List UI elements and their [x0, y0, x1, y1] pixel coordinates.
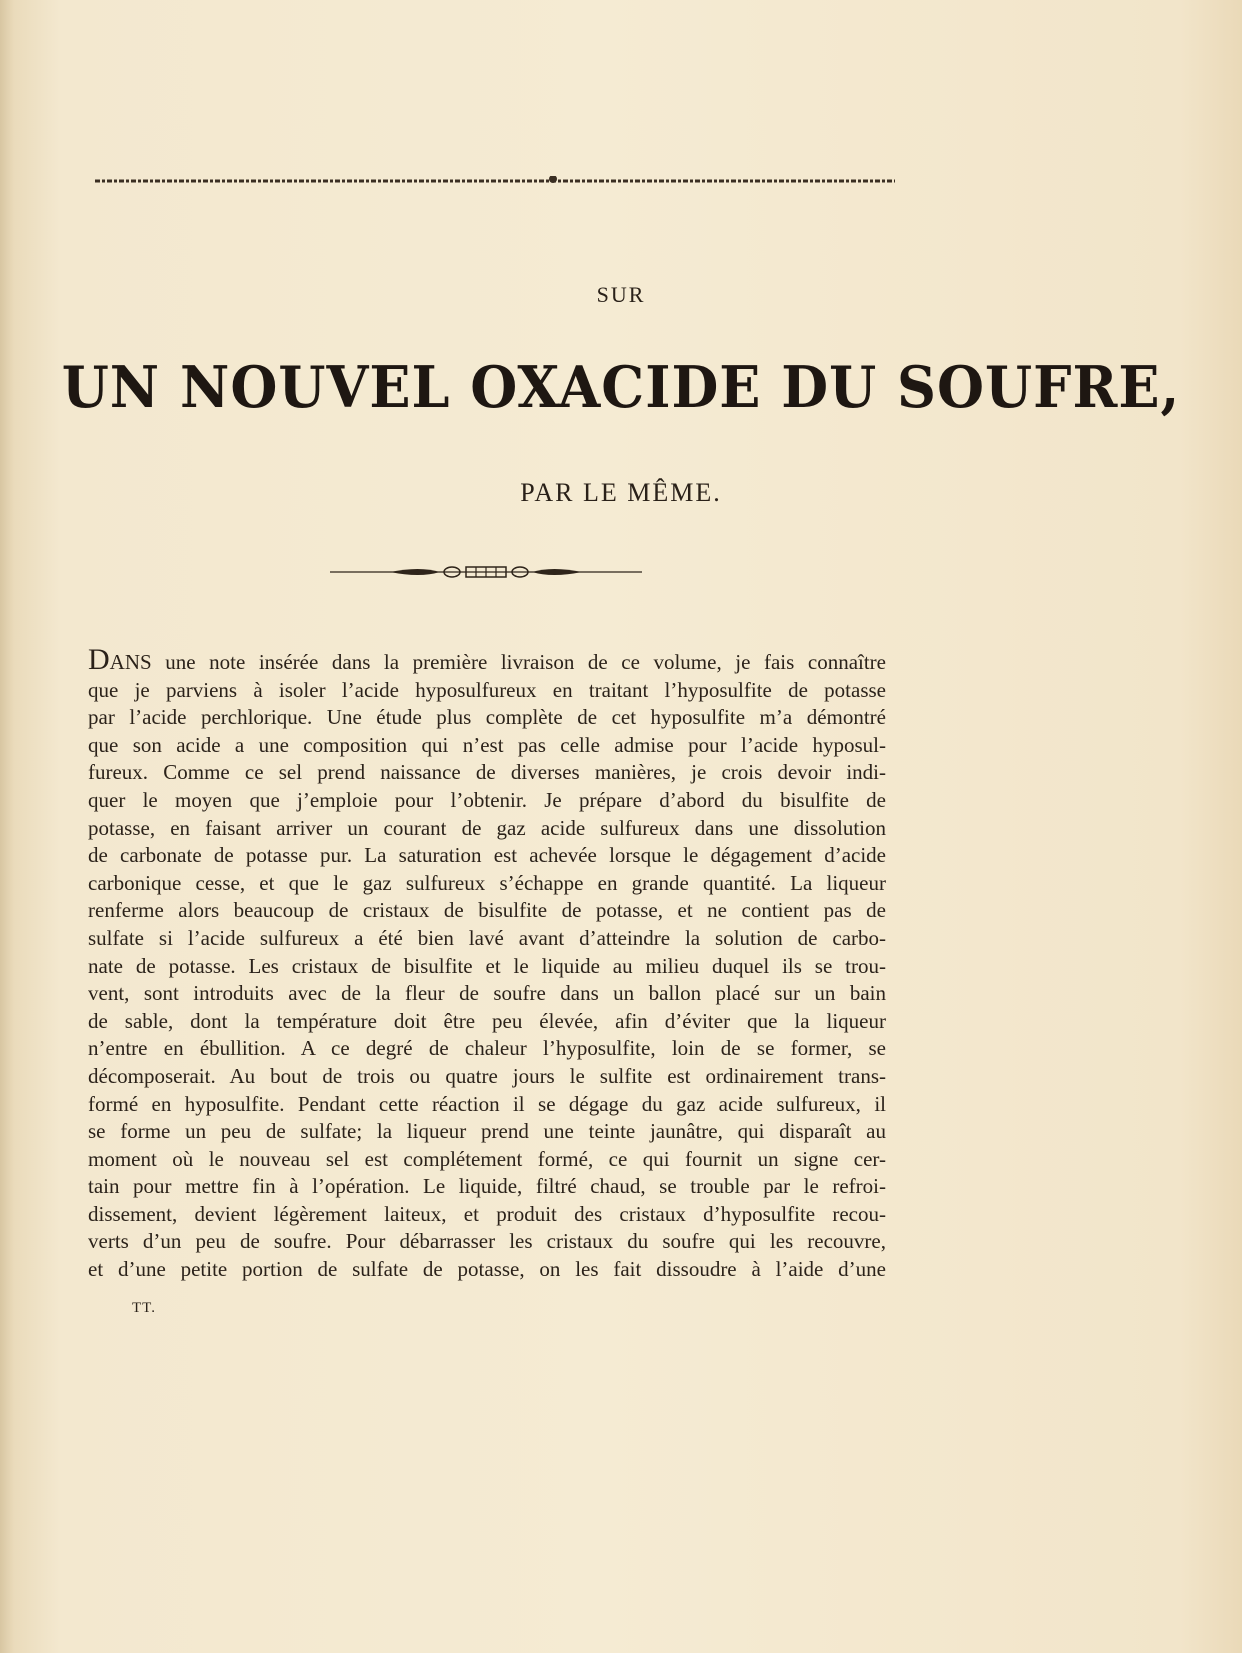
body-line: et d’une petite portion de sulfate de potasse, on les fait dissoudre à l’aide d’une: [88, 1257, 886, 1282]
body-line: tain pour mettre fin à l’opération. Le liquide, filtré chaud, se trouble par le refroi-: [88, 1174, 886, 1199]
body-line: renferme alors beaucoup de cristaux de bisulfite de potasse, et ne contient pas de: [88, 898, 886, 923]
body-line: que son acide a une composition qui n’est pas celle admise pour l’acide hyposul-: [88, 732, 886, 757]
body-line: verts d’un peu de soufre. Pour débarrasser les cristaux du soufre qui les recouvre,: [88, 1229, 886, 1254]
drop-cap: D: [88, 643, 110, 676]
pre-title: SUR: [596, 282, 646, 307]
body-line: n’entre en ébullition. A ce degré de chaleur l’hyposulfite, loin de se former, se: [88, 1036, 886, 1061]
body-line: vent, sont introduits avec de la fleur de soufre dans un ballon placé sur un bain: [88, 981, 886, 1006]
body-line: de carbonate de potasse pur. La saturation est achevée lorsque le dégagement d’acide: [88, 843, 886, 868]
body-paragraph: [88, 643, 886, 1284]
body-line: moment où le nouveau sel est complétement formé, ce qui fournit un signe cer-: [88, 1146, 886, 1171]
byline: PAR LE MÊME.: [520, 478, 722, 507]
body-line: potasse, en faisant arriver un courant de gaz acide sulfureux dans une dissolution: [88, 815, 886, 840]
body-line: nate de potasse. Les cristaux de bisulfite et le liquide au milieu duquel ils se trou-: [88, 953, 886, 978]
body-line: se forme un peu de sulfate; la liqueur prend une teinte jaunâtre, qui disparaît au: [88, 1119, 886, 1144]
body-line: décomposerait. Au bout de trois ou quatre jours le sulfite est ordinairement trans-: [88, 1063, 886, 1088]
body-line: par l’acide perchlorique. Une étude plus complète de cet hyposulfite m’a démontré: [88, 705, 886, 730]
body-line: dissement, devient légèrement laiteux, et produit des cristaux d’hyposulfite recou-: [88, 1201, 886, 1226]
body-line: que je parviens à isoler l’acide hyposulfureux en traitant l’hyposulfite de potasse: [88, 677, 886, 702]
body-line: fureux. Comme ce sel prend naissance de diverses manières, je crois devoir indi-: [88, 760, 886, 785]
body-line: quer le moyen que j’emploie pour l’obtenir. Je prépare d’abord du bisulfite de: [88, 787, 886, 812]
body-line: de sable, dont la température doit être peu élevée, afin d’éviter que la liqueur: [88, 1008, 886, 1033]
drop-cap-rest: ANS: [109, 650, 152, 674]
top-ornamental-rule: [95, 176, 895, 186]
article-title: UN NOUVEL OXACIDE DU SOUFRE,: [61, 353, 1181, 421]
body-line: sulfate si l’acide sulfureux a été bien lavé avant d’atteindre la solution de carbo-: [88, 925, 886, 950]
body-line: formé en hyposulfite. Pendant cette réaction il se dégage du gaz acide sulfureux, il: [88, 1091, 886, 1116]
signature-mark: TT.: [132, 1300, 156, 1316]
body-line: DANS une note insérée dans la première livraison de ce volume, je fais connaître: [88, 643, 886, 676]
ornamental-divider: [330, 564, 642, 580]
body-line: carbonique cesse, et que le gaz sulfureux s’échappe en grande quantité. La liqueur: [88, 870, 886, 895]
